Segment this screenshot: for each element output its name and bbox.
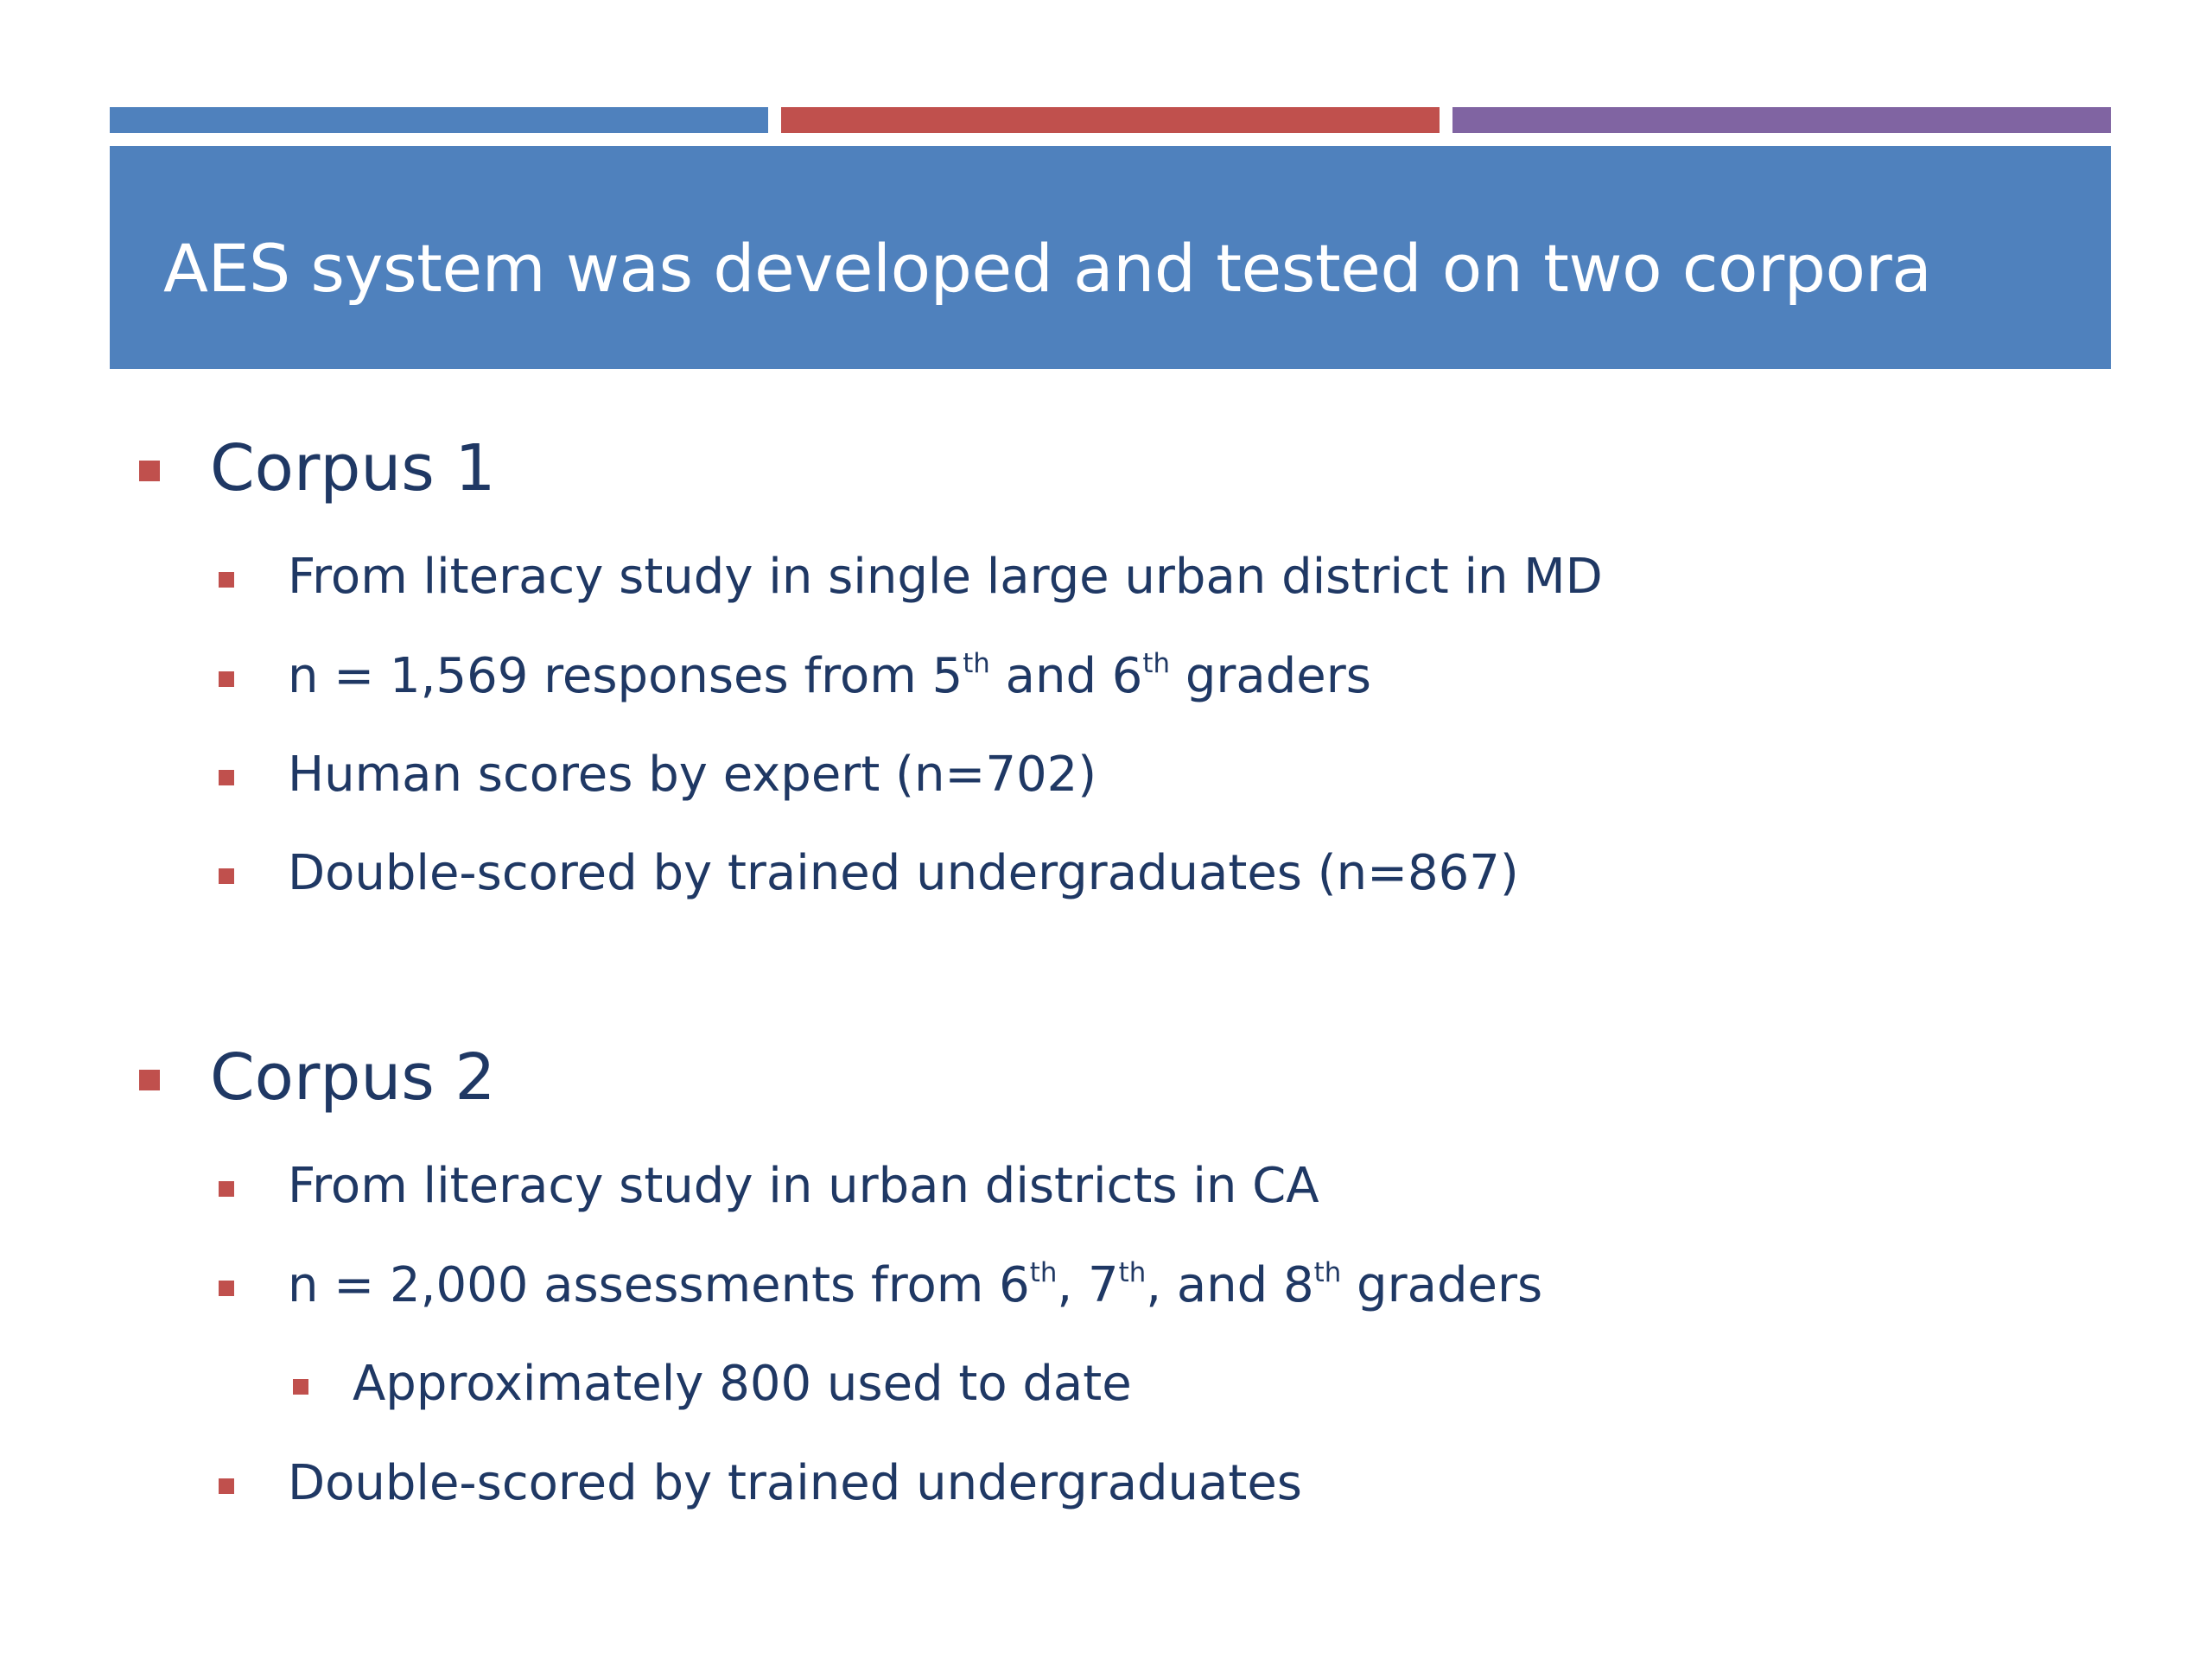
bullet-marker	[219, 1478, 234, 1494]
bullet-marker	[219, 770, 234, 785]
corpus-2-double-text: Double-scored by trained undergraduates	[288, 1455, 1302, 1511]
slide-title: AES system was developed and tested on two corpora	[163, 230, 1932, 307]
bullet-corpus-1-expert	[288, 747, 1097, 803]
sample-text-part: , 7	[1057, 1257, 1119, 1313]
bullet-corpus-1-source	[288, 549, 1603, 605]
bullet-corpus-1-sample	[288, 647, 1371, 704]
bullet-corpus-2-double	[288, 1455, 1302, 1511]
bullet-marker	[293, 1379, 308, 1395]
sample-text-part: n = 2,000 assessments from 6	[288, 1257, 1030, 1313]
superscript: th	[1118, 1256, 1147, 1288]
bullet-corpus-2-sample	[288, 1256, 1543, 1313]
bullet-marker	[219, 572, 234, 588]
corpus-2-used-text: Approximately 800 used to date	[353, 1356, 1132, 1412]
superscript: th	[963, 647, 990, 679]
corpus-1-double-text: Double-scored by trained undergraduates (n=867)	[288, 845, 1519, 901]
bullet-marker	[219, 1181, 234, 1197]
corpus-1-sample-text	[288, 647, 1371, 704]
bullet-marker	[219, 868, 234, 884]
corpus-1-source-text: From literacy study in single large urban district in MD	[288, 549, 1603, 605]
bullet-corpus-2	[210, 1040, 496, 1115]
sample-text-part: graders	[1341, 1257, 1543, 1313]
sample-text-part: n = 1,569 responses from 5	[288, 648, 963, 704]
bullet-marker	[219, 671, 234, 687]
superscript: th	[1313, 1256, 1342, 1288]
corpus-2-sample-text	[288, 1256, 1543, 1313]
corpus-1-expert-text: Human scores by expert (n=702)	[288, 747, 1097, 803]
corpus-2-heading: Corpus 2	[210, 1040, 496, 1115]
corpus-1-heading: Corpus 1	[210, 431, 496, 505]
bullet-marker	[139, 461, 160, 481]
bullet-corpus-1	[210, 431, 496, 505]
sample-text-part: and 6	[989, 648, 1143, 704]
bullet-corpus-1-double	[288, 845, 1519, 901]
sample-text-part: , and 8	[1146, 1257, 1314, 1313]
bullet-marker	[219, 1281, 234, 1296]
bullet-corpus-2-used	[353, 1356, 1132, 1412]
superscript: th	[1029, 1256, 1058, 1288]
superscript: th	[1142, 647, 1171, 679]
sample-text-part: graders	[1170, 648, 1371, 704]
bullet-corpus-2-source	[288, 1158, 1319, 1214]
bullet-marker	[139, 1070, 160, 1090]
corpus-2-source-text: From literacy study in urban districts in CA	[288, 1158, 1319, 1214]
